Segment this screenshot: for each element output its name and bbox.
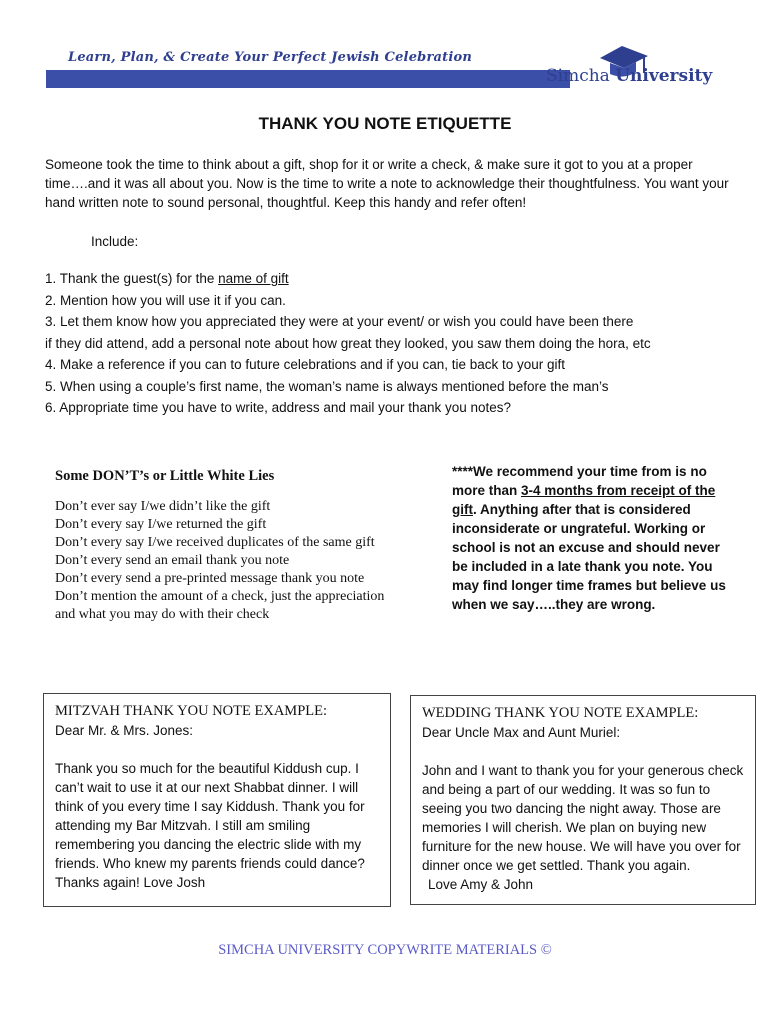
donts-line: Don’t every send a pre-printed message thank you note [55,571,365,586]
mitzvah-example-title: MITZVAH THANK YOU NOTE EXAMPLE: [55,703,327,719]
wedding-example-box [410,695,756,905]
wedding-body: John and I want to thank you for your generous check and being a part of our wedding. It was so fun to seeing you two dancing the night away. Those are memories I will cherish. We plan on buying new furniture for the new house. We will have you over for dinner once we get settled. Thank you again. [422,763,744,873]
mitzvah-salutation: Dear Mr. & Mrs. Jones: [55,723,194,738]
donts-line: Don’t ever say I/we didn’t like the gift [55,499,271,514]
page-title: THANK YOU NOTE ETIQUETTE [258,114,512,133]
intro-paragraph: Someone took the time to think about a gift, shop for it or write a check, & make sure it got to you at a proper time….and it was all about you. Now is the time to write a note to acknowledge their thoughtfulness. You want your hand written note to sound personal, thoughtful. Keep this handy and refer often! [45,157,729,210]
donts-title: Some DON’T’s or Little White Lies [55,468,275,484]
logo-text [546,66,712,86]
list-item: 6. Appropriate time you have to write, address and mail your thank you notes? [45,400,512,415]
donts-list [55,498,425,624]
recommendation-timeframe: 3-4 months from receipt of the gift [452,483,716,517]
recommendation-text: ****We recommend your time from is no more than [452,464,707,498]
logo [540,44,730,94]
donts-line: Don’t mention the amount of a check, just the appreciation [55,589,385,604]
donts-line: Don’t every send an email thank you note [55,553,290,568]
logo-university: University [615,66,713,86]
header-tagline: Learn, Plan, & Create Your Perfect Jewish Celebration [68,50,472,65]
logo-simcha: Simcha [546,66,610,86]
footer-copyright: SIMCHA UNIVERSITY COPYWRITE MATERIALS © [218,942,552,958]
include-label: Include: [91,234,139,249]
mitzvah-body: Thank you so much for the beautiful Kiddush cup. I can’t wait to use it at our next Shabbat dinner. I will think of you every time I say Kiddush. Thank you for attending my Bar Mitzvah. I still am smiling remembering you dancing the electric slide with my friends. Who knew my parents friends could dance? Thanks again! Love Josh [55,761,365,890]
donts-line: Don’t every say I/we returned the gift [55,517,267,532]
donts-line: and what you may do with their check [55,607,270,622]
recommendation-note [452,462,732,614]
mitzvah-example-box [43,693,391,907]
header-bar [46,70,570,88]
list-item-continuation: if they did attend, add a personal note about how great they looked, you saw them doing the hora, etc [45,335,651,351]
list-item: 2. Mention how you will use it if you can. [45,292,286,308]
name-of-gift-text: name of gift [218,271,289,286]
wedding-salutation: Dear Uncle Max and Aunt Muriel: [422,725,621,740]
list-item-text: 1. Thank the guest(s) for the [45,271,219,286]
list-item: 5. When using a couple’s first name, the woman’s name is always mentioned before the man’s [45,378,609,394]
list-item: 3. Let them know how you appreciated they were at your event/ or wish you could have been there [45,314,634,329]
list-item [45,269,745,291]
recommendation-text-cont: . Anything after that is considered inconsiderate or ungrateful. Working or school is not an excuse and should never be included in a late thank you note. You may find longer time frames but believe us when we say…..they are wrong. [452,502,726,612]
wedding-signoff: Love Amy & John [428,877,534,892]
donts-line: Don’t every say I/we received duplicates of the same gift [55,535,375,550]
etiquette-list [45,269,745,420]
wedding-example-title: WEDDING THANK YOU NOTE EXAMPLE: [422,705,699,721]
list-item: 4. Make a reference if you can to future celebrations and if you can, tie back to your gift [45,357,566,372]
